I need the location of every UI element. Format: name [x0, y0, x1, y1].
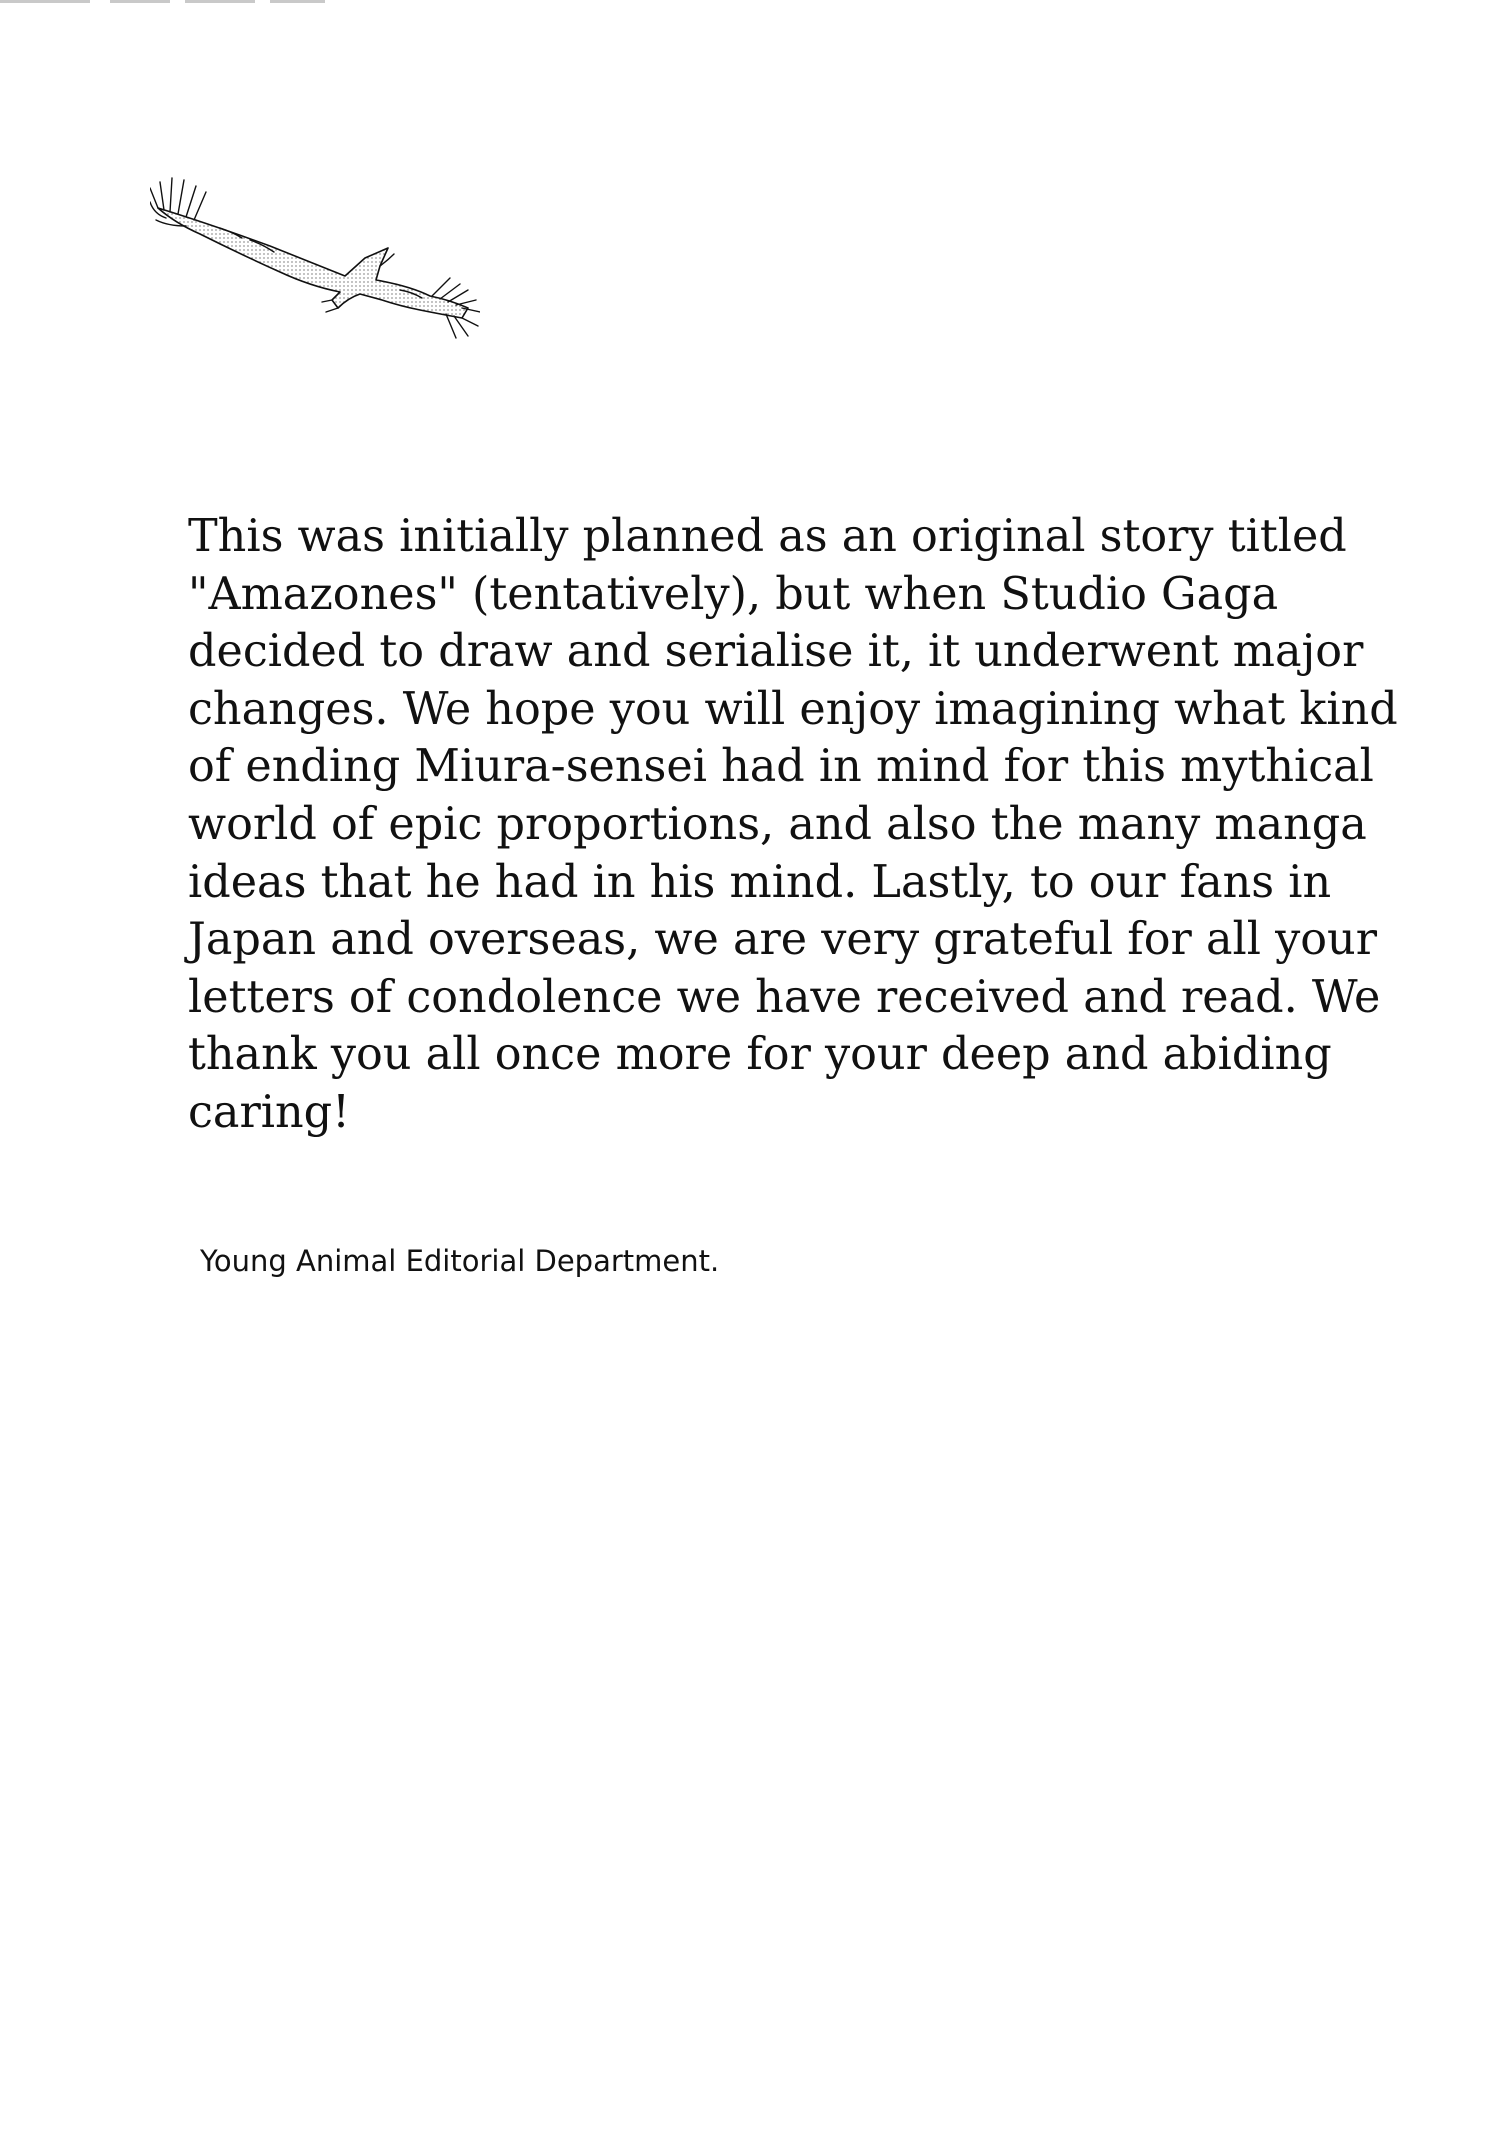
scan-edge-marks — [0, 0, 330, 4]
message-line: of ending Miura-sensei had in mind for this mythical — [188, 741, 1374, 793]
message-line: thank you all once more for your deep and abiding — [188, 1029, 1332, 1081]
message-line: This was initially planned as an original story titled — [188, 511, 1347, 562]
message-line: Japan and overseas, we are very grateful for all your — [188, 914, 1377, 966]
editorial-signature: Young Animal Editorial Department. — [200, 1244, 720, 1278]
editorial-message — [188, 508, 1428, 1142]
message-line: decided to draw and serialise it, it underwent major — [188, 626, 1364, 678]
message-line: changes. We hope you will enjoy imagining what kind — [188, 683, 1398, 735]
message-line: "Amazones" (tentatively), but when Studio Gaga — [188, 568, 1279, 620]
message-line: world of epic proportions, and also the many manga — [188, 798, 1367, 850]
flying-bird-icon — [150, 168, 480, 378]
message-line: ideas that he had in his mind. Lastly, to our fans in — [188, 856, 1332, 908]
message-line: caring! — [188, 1086, 350, 1138]
message-line: letters of condolence we have received and read. We — [188, 971, 1381, 1023]
